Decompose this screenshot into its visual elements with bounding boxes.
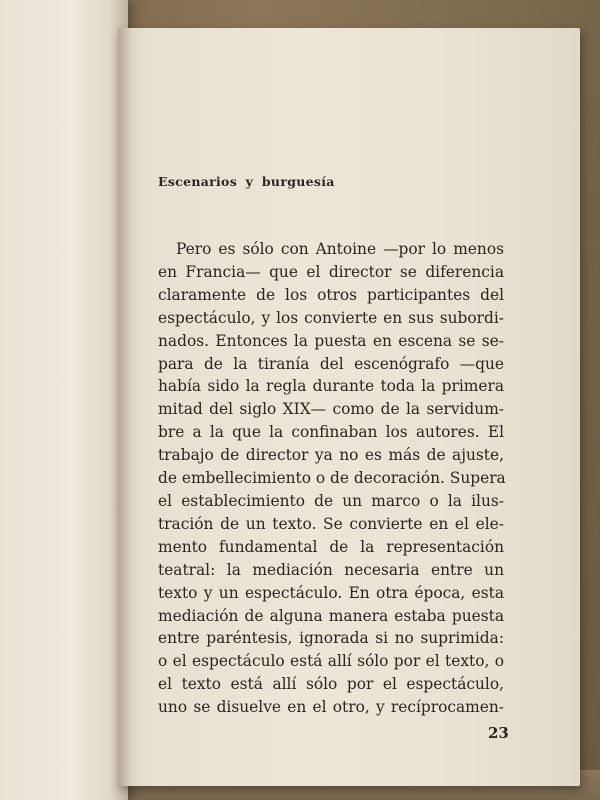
text-line: para de la tiranía del escenógrafo —que: [158, 354, 504, 373]
page-number: 23: [488, 724, 509, 742]
text-line: texto y un espectáculo. En otra época, esta: [158, 583, 504, 602]
text-line: mitad del siglo XIX— como de la servidum-: [158, 400, 504, 419]
text-line: claramente de los otros participantes del: [158, 285, 504, 304]
text-line: nados. Entonces la puesta en escena se se-: [158, 331, 504, 350]
text-line: trabajo de director ya no es más de ajuste,: [158, 446, 504, 465]
text-line: o el espectáculo está allí sólo por el texto, o: [158, 652, 504, 671]
page-gutter-shadow: [118, 28, 132, 786]
text-line: Pero es sólo con Antoine —por lo menos: [176, 240, 504, 258]
facing-page: [0, 0, 128, 800]
text-line: mediación de alguna manera estaba puesta: [158, 606, 504, 625]
text-line: el establecimiento de un marco o la ilus-: [158, 491, 504, 510]
text-line: entre paréntesis, ignorada si no suprimida:: [158, 629, 504, 648]
text-line: espectáculo, y los convierte en sus subordi-: [158, 308, 504, 327]
text-line: tración de un texto. Se convierte en el ele-: [158, 514, 504, 533]
text-line: había sido la regla durante toda la primera: [158, 377, 504, 396]
text-line: el texto está allí sólo por el espectáculo,: [158, 675, 504, 694]
running-header: Escenarios y burguesía: [158, 174, 335, 189]
text-line: mento fundamental de la representación: [158, 537, 504, 556]
text-line: teatral: la mediación necesaria entre un: [158, 560, 504, 579]
text-line: en Francia— que el director se diferencia: [158, 262, 504, 281]
body-paragraph: [158, 238, 504, 719]
text-line: uno se disuelve en el otro, y recíprocamen-: [158, 698, 504, 717]
text-line: bre a la que la confinaban los autores. El: [158, 423, 504, 442]
text-line: de embellecimiento o de decoración. Supera: [158, 469, 506, 488]
